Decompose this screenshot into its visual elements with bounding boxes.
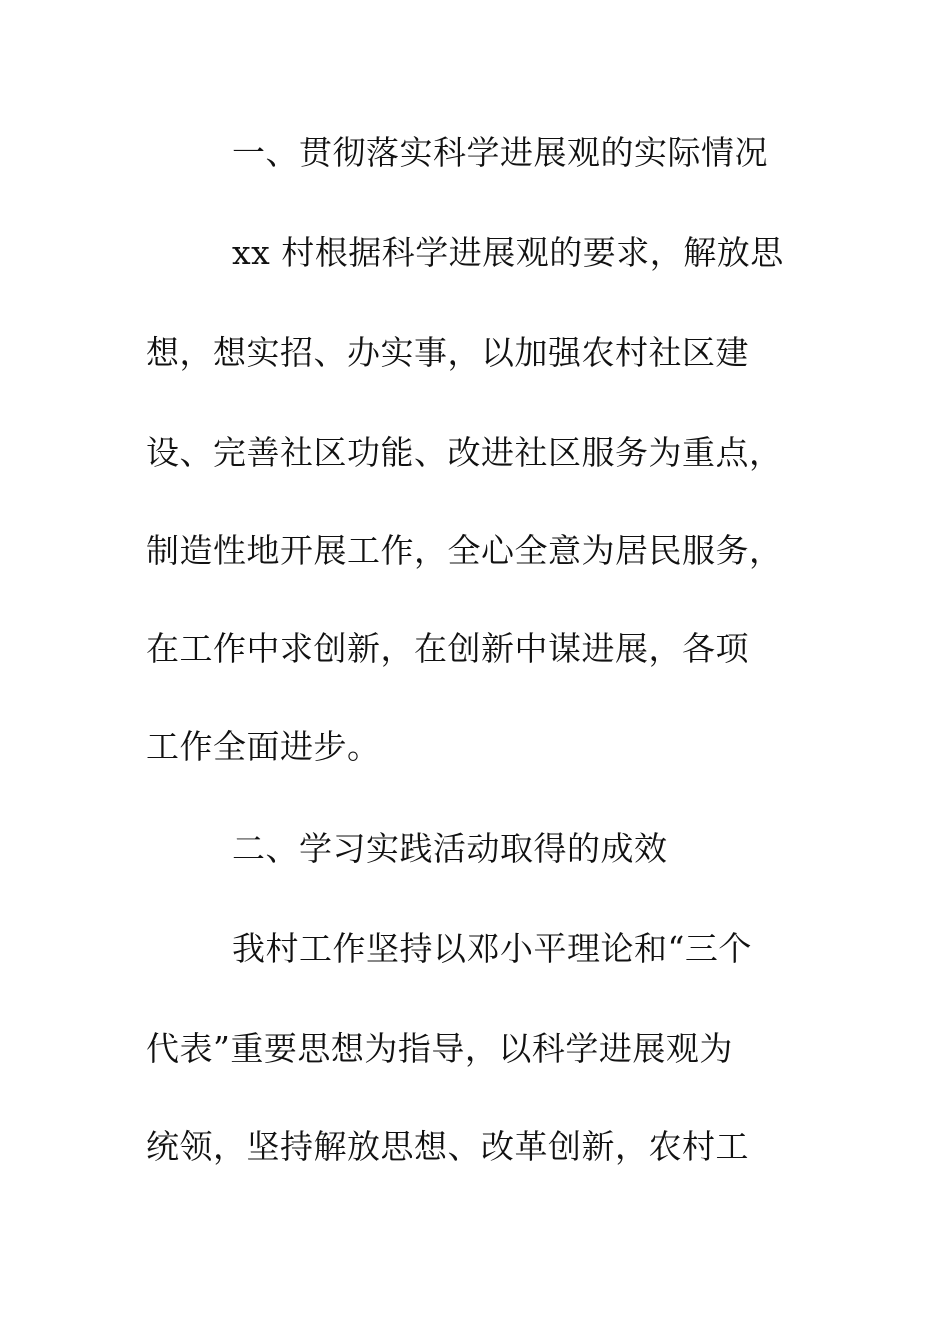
paragraph-line: 制造性地开展工作，全心全意为居民服务， xyxy=(146,531,783,570)
paragraph-line: xx 村根据科学进展观的要求，解放思 xyxy=(232,233,784,272)
paragraph-line: 设、完善社区功能、改进社区服务为重点， xyxy=(146,433,783,472)
paragraph-line: 我村工作坚持以邓小平理论和“三个 xyxy=(232,929,752,968)
paragraph-line: 工作全面进步。 xyxy=(146,727,381,766)
paragraph-line: 想，想实招、办实事，以加强农村社区建 xyxy=(146,333,749,372)
paragraph-line: 统领，坚持解放思想、改革创新，农村工 xyxy=(146,1127,749,1166)
section-heading-2: 二、学习实践活动取得的成效 xyxy=(232,829,668,868)
paragraph-line: 代表”重要思想为指导，以科学进展观为 xyxy=(146,1029,733,1068)
paragraph-line: 在工作中求创新，在创新中谋进展，各项 xyxy=(146,629,749,668)
section-heading-1: 一、贯彻落实科学进展观的实际情况 xyxy=(232,133,768,172)
